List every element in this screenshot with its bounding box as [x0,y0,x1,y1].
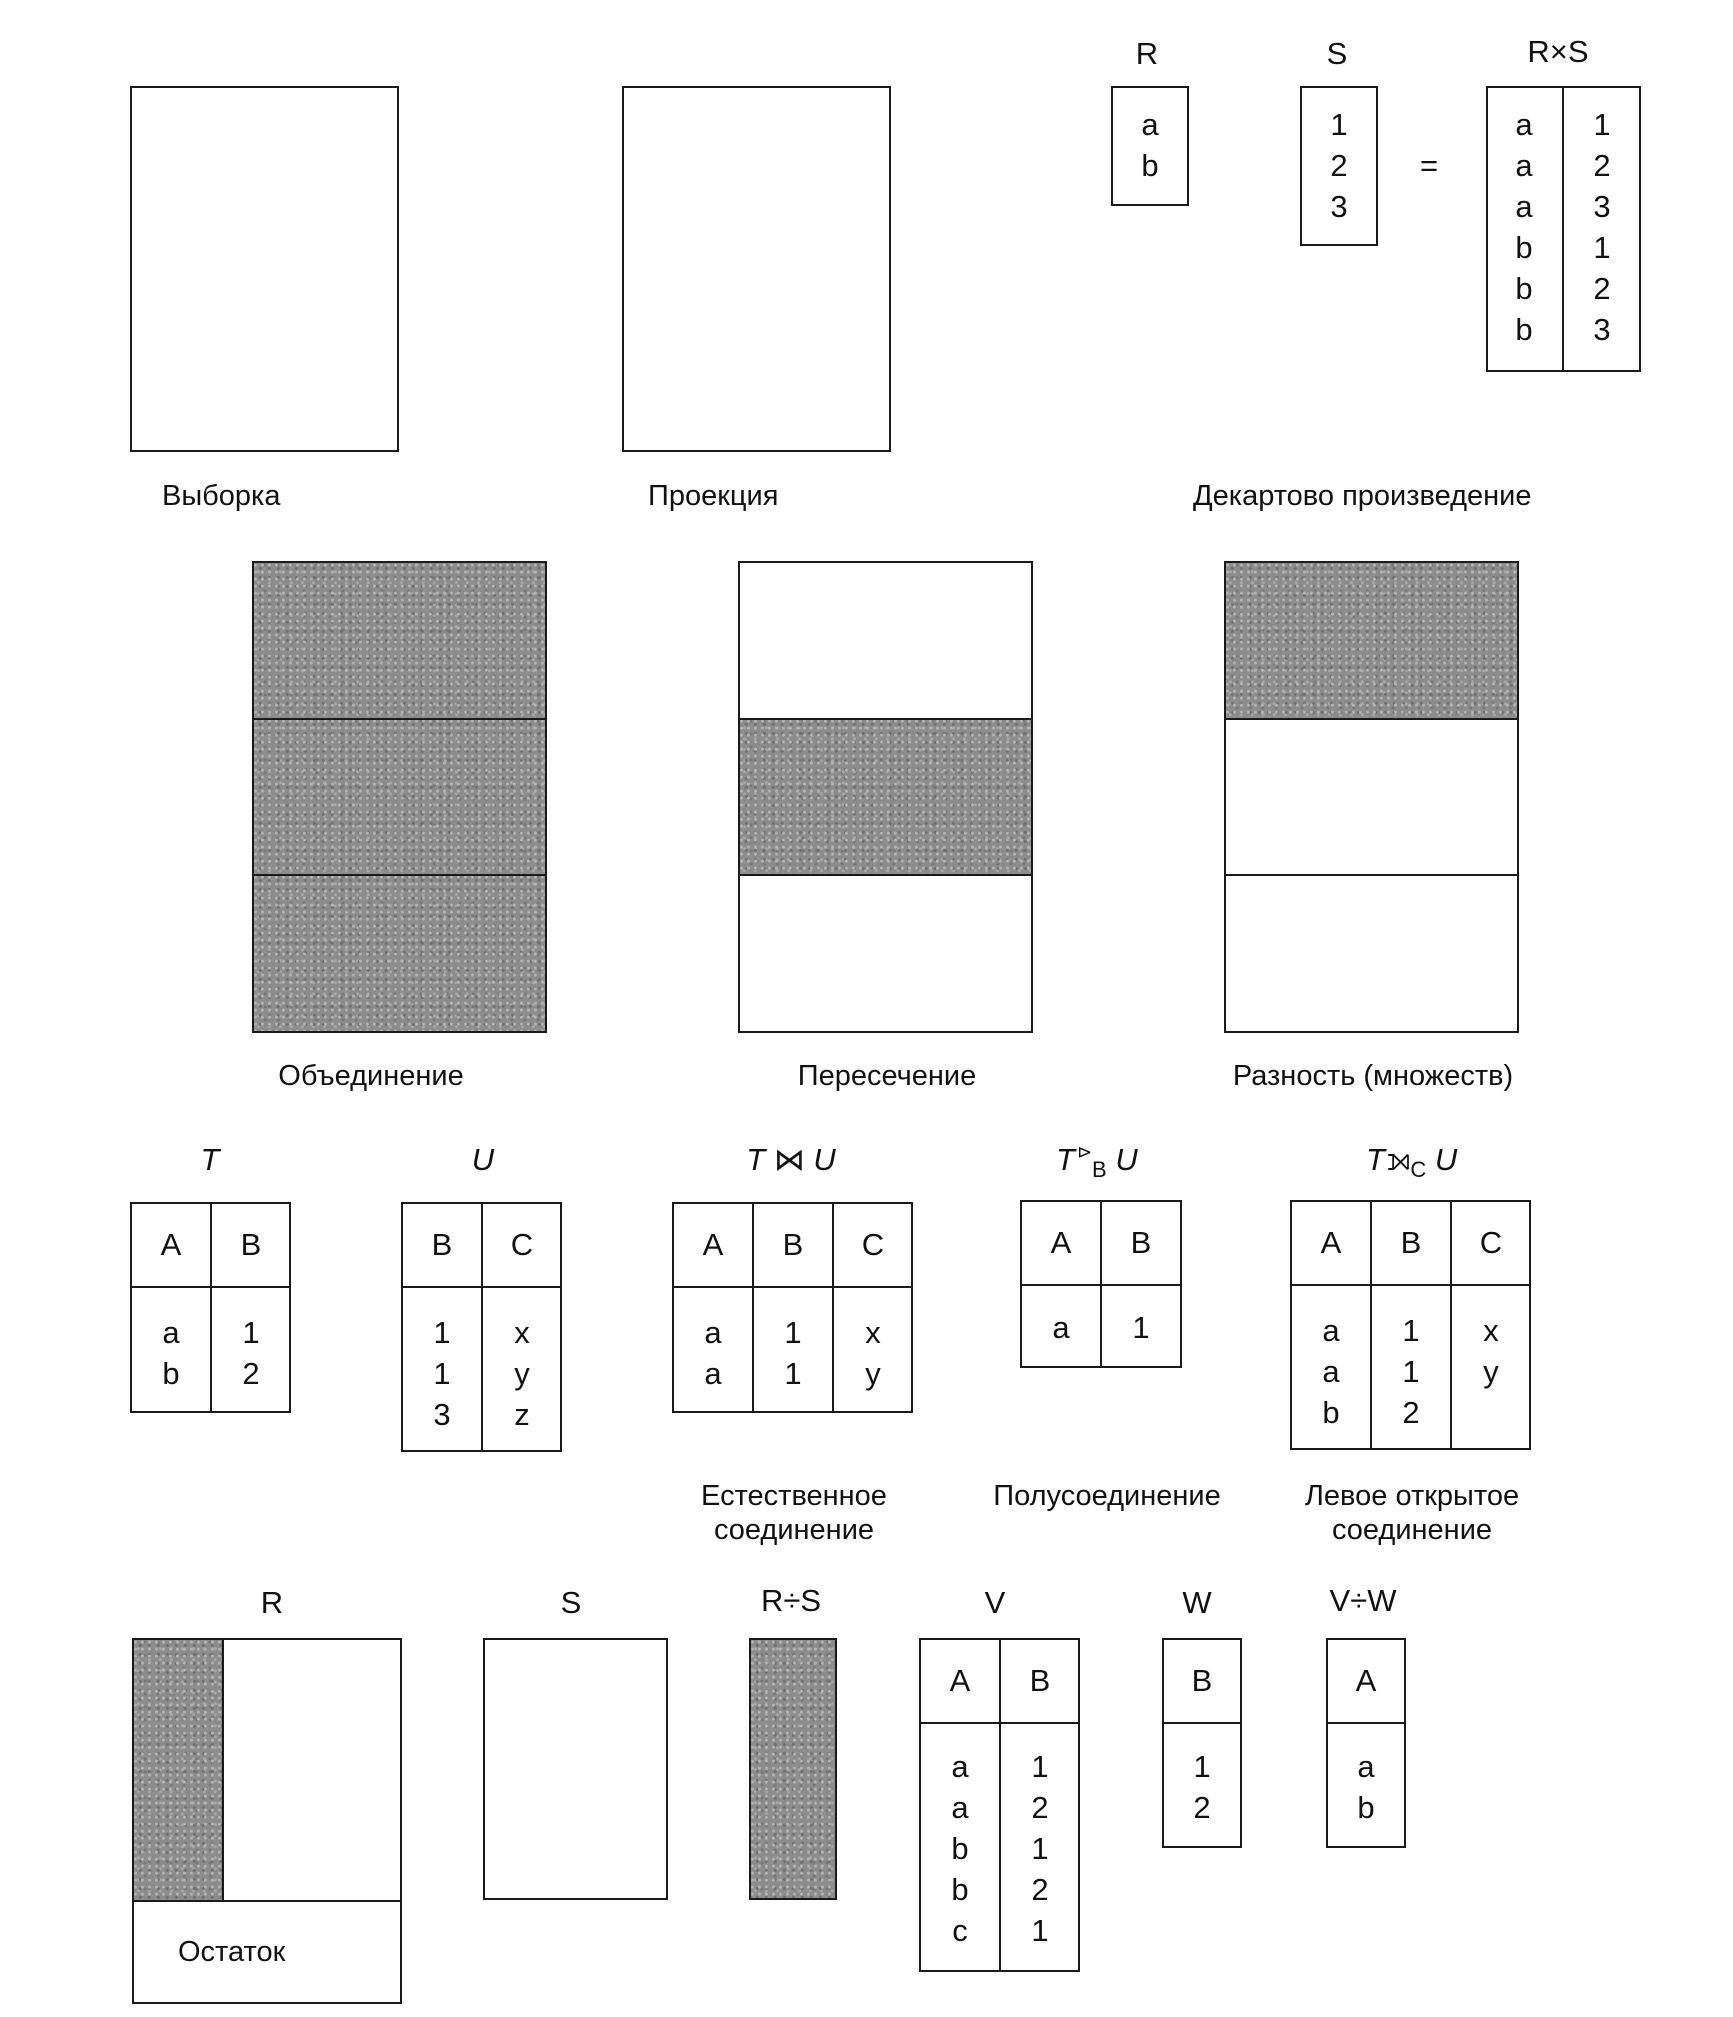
semijoin-table [1020,1200,1182,1368]
division-s-title: S [560,1585,582,1620]
union-band-bottom [254,875,545,1031]
outer-join-title [1366,1142,1457,1183]
table-u-col [403,1312,481,1435]
semijoin-col [1022,1307,1100,1348]
table-u-cell: 3 [433,1397,451,1432]
natural-join-title: T ⋈ U [746,1142,836,1177]
table-u-cell: 1 [433,1315,451,1350]
semijoin-col [1102,1307,1180,1348]
product-r-title: R [1135,36,1159,71]
table-vw-title: V÷W [1329,1583,1397,1618]
table-v [919,1638,1080,1972]
table-vw-cell: b [1357,1790,1375,1825]
product-rs-col1 [1486,104,1562,350]
table-t-header: B [240,1227,262,1262]
intersection-caption: Пересечение [797,1060,977,1092]
product-rs-cell: a [1515,107,1533,142]
semijoin-header: B [1130,1225,1152,1260]
table-t-header: A [160,1227,182,1262]
table-t-cell: a [162,1315,180,1350]
union-band-top [254,563,545,719]
union-band-middle [254,719,545,875]
table-u-headerline [403,1286,560,1288]
outer-join-headerline [1292,1284,1529,1286]
product-rs-cell: b [1515,271,1533,306]
difference-divider [1226,718,1517,720]
natural-join-header: B [782,1227,804,1262]
table-w-cell: 1 [1193,1749,1211,1784]
table-vw-cell: a [1357,1749,1375,1784]
intersection-diagram [738,561,1033,1033]
semijoin-title-u: U [1115,1142,1138,1177]
table-w [1162,1638,1242,1848]
table-t-cell: b [162,1356,180,1391]
table-v-cell: 1 [1031,1913,1049,1948]
natural-join-cell: x [865,1315,881,1350]
product-rs-cell: a [1515,189,1533,224]
table-u-header: C [510,1227,534,1262]
product-rs-cell: 1 [1593,230,1611,265]
natural-join-headerline [674,1286,911,1288]
table-u-col [483,1312,561,1435]
product-rs-cell: 3 [1593,312,1611,347]
table-v-cell: 2 [1031,1790,1049,1825]
semijoin-subscript: B [1092,1157,1107,1183]
table-t-headerline [132,1286,289,1288]
outer-join-caption-line1: Левое открытое [1304,1480,1520,1512]
division-s-diagram [483,1638,668,1900]
outer-join-col [1372,1310,1450,1433]
table-t-cell: 2 [242,1356,260,1391]
semijoin-caption: Полусоединение [993,1480,1221,1512]
product-equals: = [1420,148,1439,183]
semijoin-title [1056,1142,1138,1183]
semijoin-title-t: T [1056,1142,1075,1177]
table-u-cell: 1 [433,1356,451,1391]
outer-join-cell: a [1322,1313,1340,1348]
table-v-cell: b [951,1872,969,1907]
product-rs-cell: b [1515,312,1533,347]
table-vw-headerline [1328,1722,1404,1724]
outer-join-header: C [1479,1225,1503,1260]
natural-join-caption-line1: Естественное [701,1480,887,1512]
natural-join-cell: 1 [784,1356,802,1391]
intersection-divider [740,718,1031,720]
difference-caption: Разность (множеств) [1232,1060,1514,1092]
product-s-values [1300,104,1378,227]
table-v-col [1001,1746,1079,1951]
table-w-headerline [1164,1722,1240,1724]
table-vw-col [1328,1746,1404,1828]
division-r-title: R [260,1585,284,1620]
table-u-title: U [471,1142,495,1177]
outer-join-title-t: T [1366,1142,1385,1177]
table-v-cell: 2 [1031,1872,1049,1907]
natural-join-cell: a [704,1315,722,1350]
division-rs-diagram [749,1638,837,1900]
outer-join-cell: 2 [1402,1395,1420,1430]
table-v-title: V [984,1585,1006,1620]
outer-join-header: A [1320,1225,1342,1260]
union-diagram [252,561,547,1033]
division-r-diagram [132,1638,402,2004]
semijoin-cell: 1 [1132,1310,1150,1345]
table-v-cell: a [951,1749,969,1784]
table-u-cell: x [514,1315,530,1350]
natural-join-cell: y [865,1356,881,1391]
table-t-title: T [200,1142,220,1177]
division-r-divider [134,1900,400,1902]
intersection-divider [740,874,1031,876]
natural-join-col [674,1312,752,1394]
product-rs-cell: 2 [1593,148,1611,183]
table-t-cell: 1 [242,1315,260,1350]
natural-join-col [754,1312,832,1394]
table-v-cell: c [952,1913,968,1948]
table-v-cell: b [951,1831,969,1866]
union-caption: Объединение [278,1060,464,1092]
table-w-cell: 2 [1193,1790,1211,1825]
table-v-cell: 1 [1031,1749,1049,1784]
product-s-value: 3 [1330,189,1348,224]
projection-caption: Проекция [648,480,779,512]
outer-join-table [1290,1200,1531,1450]
difference-band-top [1226,563,1517,719]
outer-join-cell: 1 [1402,1354,1420,1389]
division-r-divider [222,1640,224,1900]
product-rs-cell: a [1515,148,1533,183]
table-t-col [132,1312,210,1394]
outer-join-col [1452,1310,1530,1392]
table-vw-header: A [1355,1663,1377,1698]
table-w-title: W [1182,1585,1212,1620]
division-remainder-label: Остаток [178,1936,286,1968]
outer-join-header: B [1400,1225,1422,1260]
outer-join-cell: y [1483,1354,1499,1389]
union-divider [254,718,545,720]
table-u [401,1202,562,1452]
natural-join-cell: a [704,1356,722,1391]
outer-join-symbol: ⟕ [1386,1142,1411,1177]
natural-join-header: A [702,1227,724,1262]
table-v-headerline [921,1722,1078,1724]
product-r-values [1111,104,1189,186]
outer-join-caption-line2: соединение [1331,1514,1493,1546]
table-t [130,1202,291,1413]
semijoin-symbol: ⊳ [1076,1142,1093,1162]
product-s-value: 2 [1330,148,1348,183]
product-s-value: 1 [1330,107,1348,142]
natural-join-header: C [861,1227,885,1262]
outer-join-cell: a [1322,1354,1340,1389]
table-v-header: A [949,1663,971,1698]
product-rs-cell: 3 [1593,189,1611,224]
table-u-header: B [431,1227,453,1262]
product-rs-cell: 1 [1593,107,1611,142]
product-r-value: b [1141,148,1159,183]
division-r-shaded-strip [134,1640,222,1900]
intersection-band-middle [740,719,1031,875]
product-caption: Декартово произведение [1193,480,1532,512]
table-u-cell: y [514,1356,530,1391]
outer-join-subscript: C [1410,1157,1427,1183]
natural-join-col [834,1312,912,1394]
semijoin-headerline [1022,1284,1180,1286]
table-u-cell: z [514,1397,530,1432]
table-v-cell: a [951,1790,969,1825]
product-rs-cell: 2 [1593,271,1611,306]
product-rs-title: R×S [1527,34,1589,69]
projection-diagram [622,86,891,452]
product-s-title: S [1326,36,1348,71]
natural-join-caption-line2: соединение [713,1514,875,1546]
outer-join-cell: b [1322,1395,1340,1430]
selection-caption: Выборка [162,480,281,512]
difference-diagram [1224,561,1519,1033]
product-rs-col2 [1564,104,1640,350]
natural-join-table [672,1202,913,1413]
natural-join-cell: 1 [784,1315,802,1350]
semijoin-header: A [1050,1225,1072,1260]
table-v-col [921,1746,999,1951]
semijoin-cell: a [1052,1310,1070,1345]
outer-join-col [1292,1310,1370,1433]
table-v-header: B [1029,1663,1051,1698]
product-rs-cell: b [1515,230,1533,265]
outer-join-title-u: U [1434,1142,1458,1177]
table-w-col [1164,1746,1240,1828]
outer-join-cell: 1 [1402,1313,1420,1348]
table-v-cell: 1 [1031,1831,1049,1866]
product-r-value: a [1141,107,1159,142]
division-rs-title: R÷S [760,1583,822,1618]
union-divider [254,874,545,876]
table-w-header: B [1191,1663,1213,1698]
selection-diagram [130,86,399,452]
table-t-col [212,1312,290,1394]
outer-join-cell: x [1483,1313,1499,1348]
difference-divider [1226,874,1517,876]
table-vw [1326,1638,1406,1848]
